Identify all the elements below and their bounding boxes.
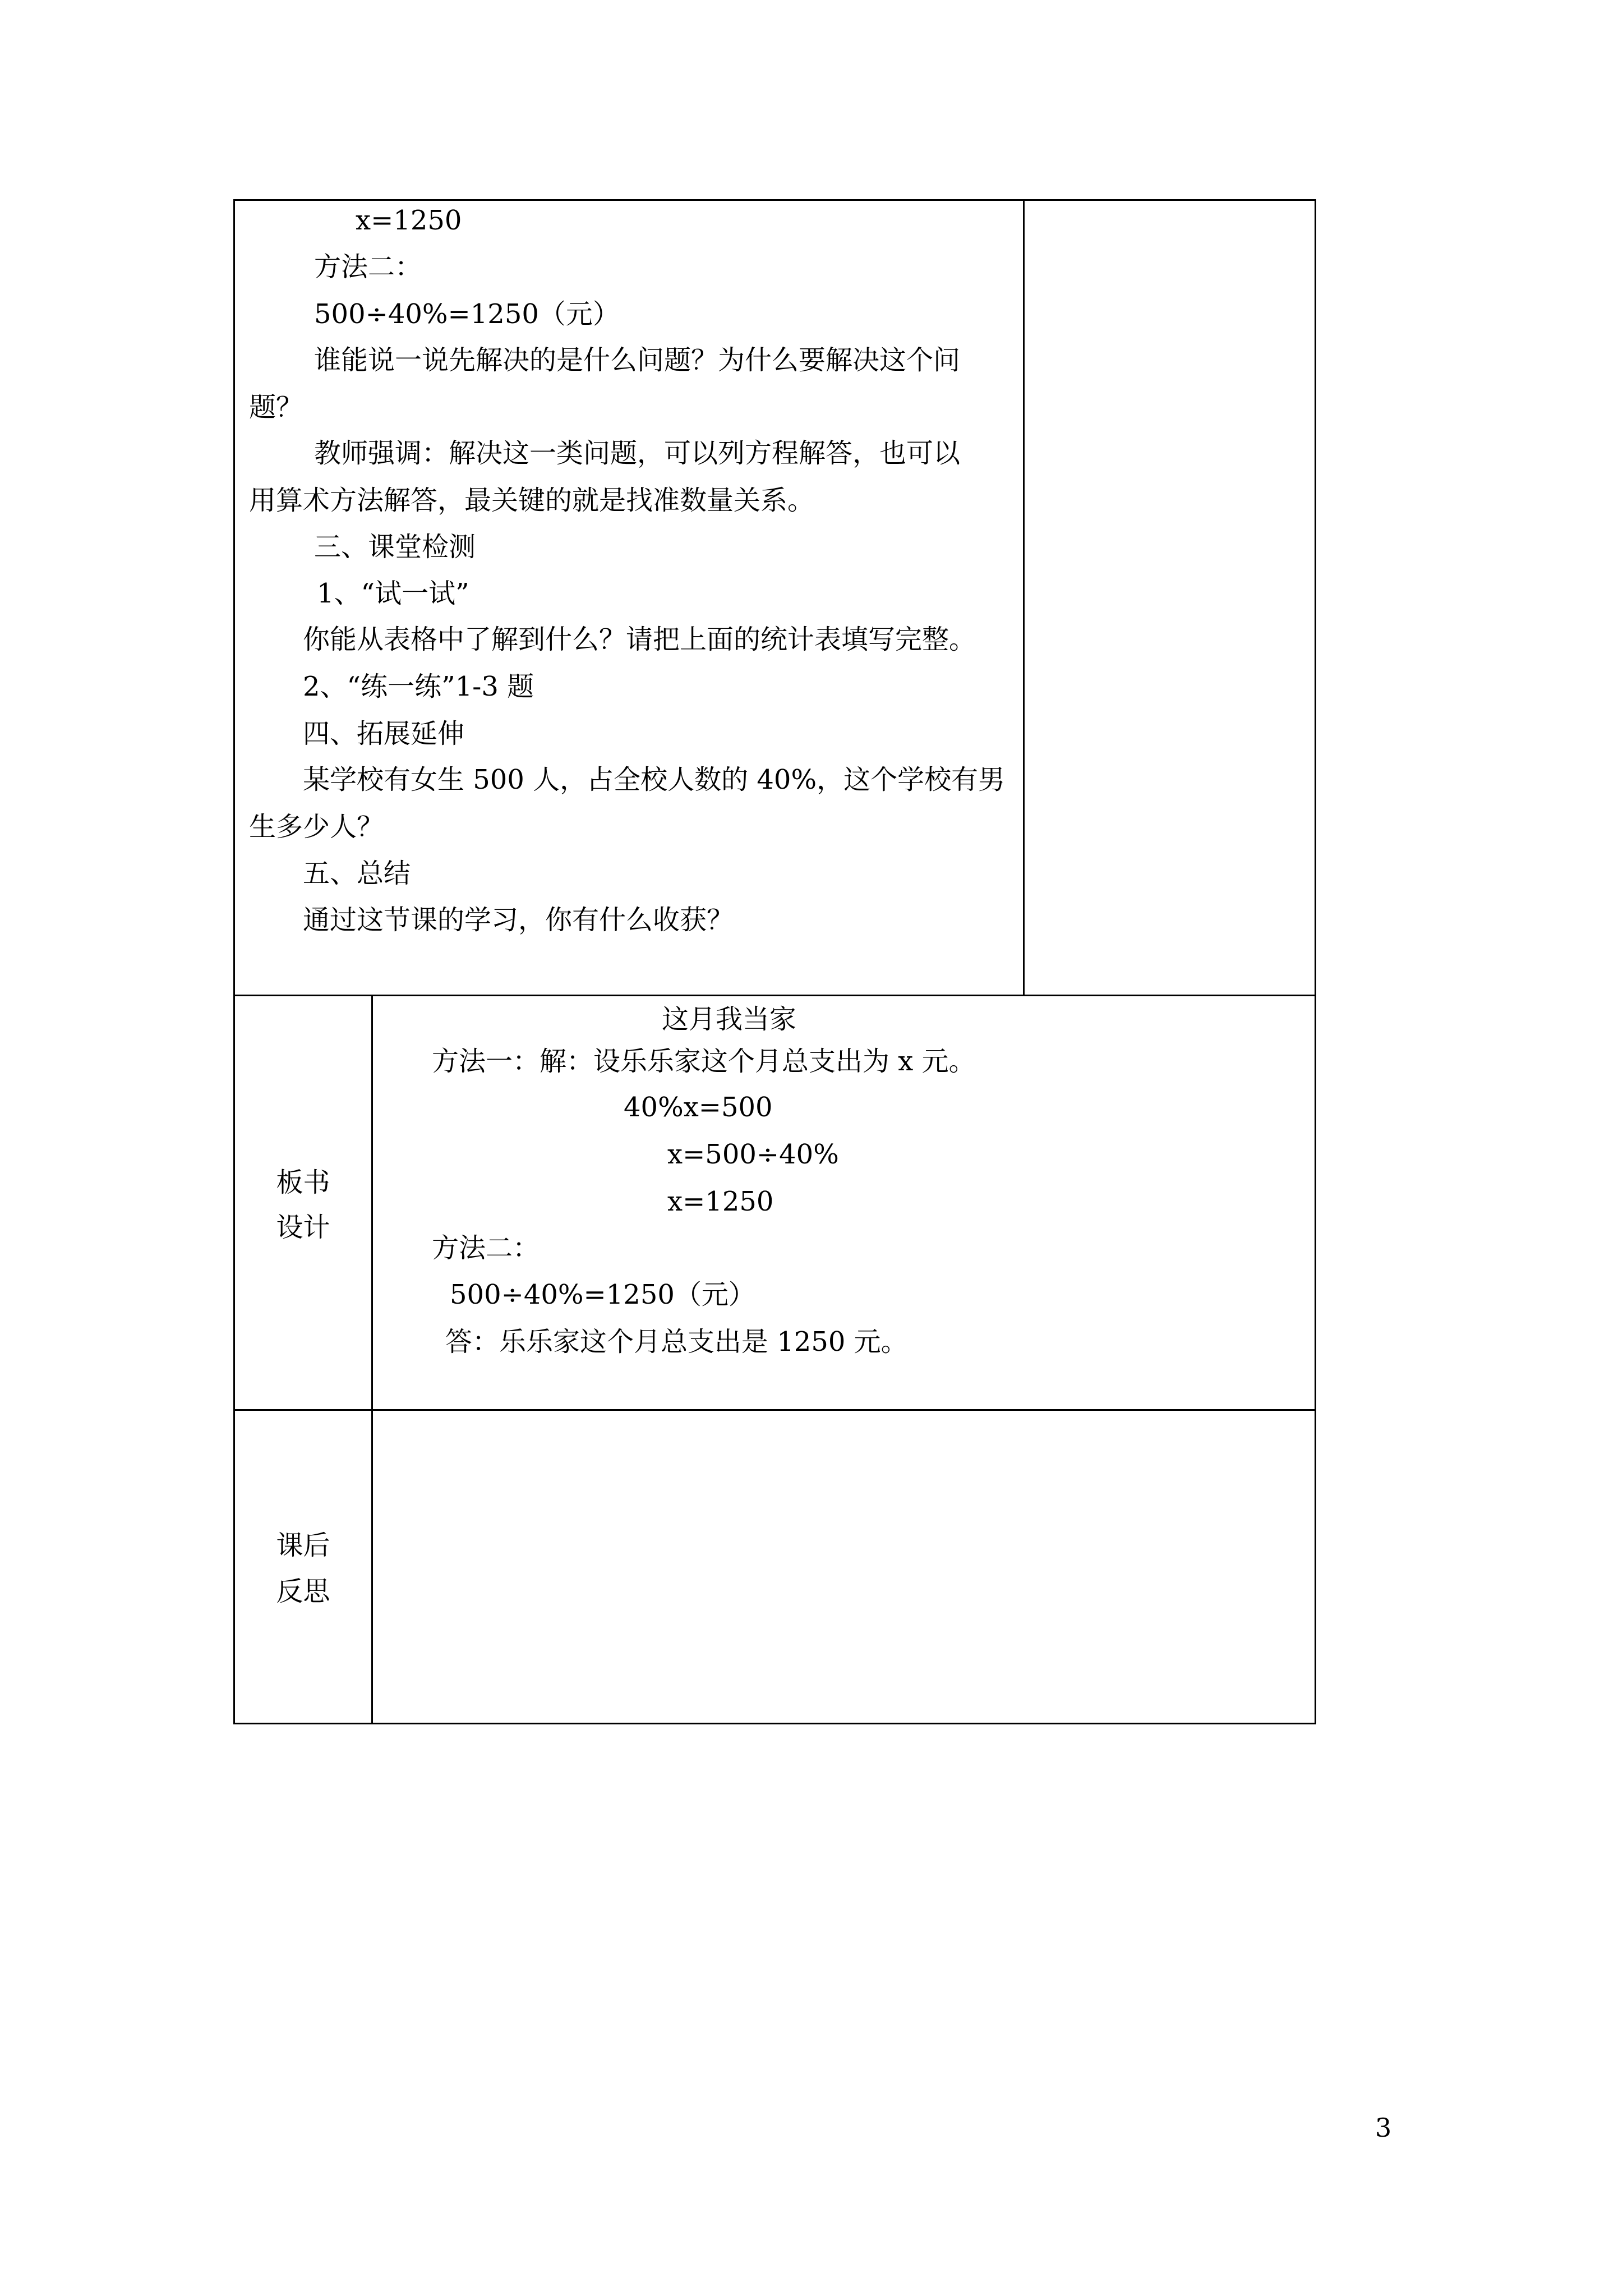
paragraph-line: 题？ (249, 392, 303, 423)
row-label-line: 板书 (276, 1167, 330, 1198)
answer-line: 答：乐乐家这个月总支出是 1250 元。 (445, 1326, 908, 1358)
equation-line: 500÷40%=1250（元） (314, 298, 620, 330)
paragraph-line: 用算术方法解答，最关键的就是找准数量关系。 (249, 485, 815, 516)
list-item: 2、“练一练”1-3 题 (303, 671, 534, 702)
equation-line: x=1250 (667, 1186, 774, 1217)
section-heading: 三、课堂检测 (314, 531, 476, 563)
paragraph-line: 教师强调：解决这一类问题，可以列方程解答，也可以 (314, 438, 961, 469)
paragraph-line: 谁能说一说先解决的是什么问题？为什么要解决这个问 (314, 344, 961, 376)
row-label-line: 设计 (276, 1212, 330, 1243)
paragraph-line: 生多少人？ (249, 811, 384, 843)
row-label-line: 课后 (276, 1530, 330, 1561)
equation-line: 500÷40%=1250（元） (450, 1279, 755, 1310)
method-heading: 方法二： (432, 1232, 540, 1264)
method-heading: 方法二： (314, 251, 422, 283)
section-heading: 五、总结 (303, 858, 411, 889)
reflection-content (373, 1411, 1315, 1723)
row-divider (233, 995, 1316, 996)
list-item: 1、“试一试” (317, 578, 469, 609)
page-number: 3 (1375, 2113, 1392, 2143)
section-heading: 四、拓展延伸 (303, 718, 465, 749)
column-divider (1023, 199, 1025, 996)
equation-line: x=500÷40% (667, 1139, 839, 1170)
method-heading: 方法一：解：设乐乐家这个月总支出为 x 元。 (432, 1046, 976, 1077)
paragraph-line: 通过这节课的学习，你有什么收获？ (303, 904, 734, 936)
equation-line: 40%x=500 (624, 1092, 773, 1123)
equation-line: x=1250 (356, 205, 462, 236)
paragraph-line: 某学校有女生 500 人，占全校人数的 40%，这个学校有男 (303, 764, 1006, 795)
board-title: 这月我当家 (662, 1004, 797, 1035)
paragraph-line: 你能从表格中了解到什么？请把上面的统计表填写完整。 (303, 624, 976, 655)
row-label-line: 反思 (276, 1576, 330, 1607)
